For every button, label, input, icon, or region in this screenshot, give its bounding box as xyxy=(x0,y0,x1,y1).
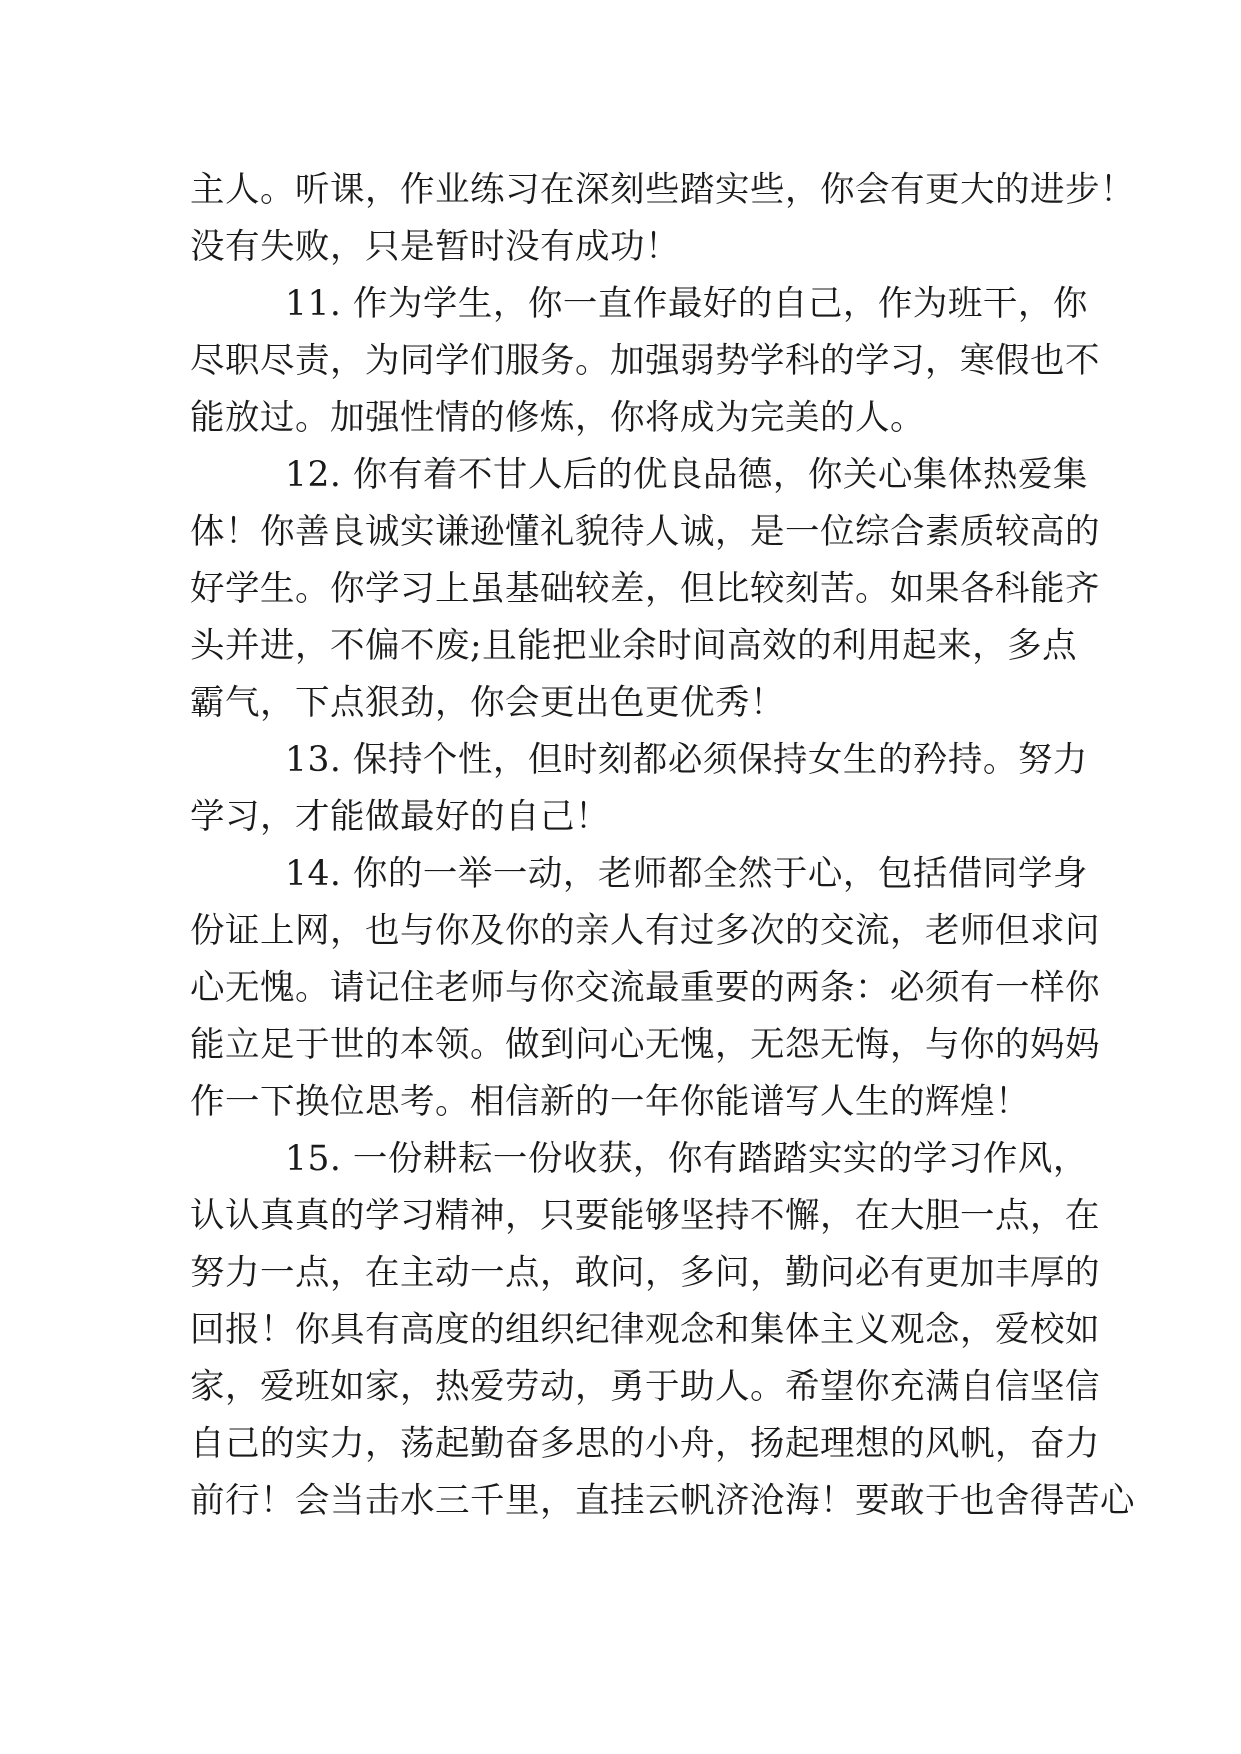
text-line: 头并进，不偏不废;且能把业余时间高效的利用起来，多点 xyxy=(190,626,1078,666)
paragraph-start-14: 14. 你的一举一动，老师都全然于心，包括借同学身 xyxy=(285,854,1088,894)
text-line: 份证上网，也与你及你的亲人有过多次的交流，老师但求问 xyxy=(190,911,1100,951)
paragraph-start-11: 11. 作为学生，你一直作最好的自己，作为班干，你 xyxy=(285,284,1088,324)
text-line: 霸气，下点狠劲，你会更出色更优秀！ xyxy=(190,683,785,723)
text-line: 没有失败，只是暂时没有成功！ xyxy=(190,227,680,267)
text-line: 前行！会当击水三千里，直挂云帆济沧海！要敢于也舍得苦心 xyxy=(190,1481,1135,1521)
paragraph-start-12: 12. 你有着不甘人后的优良品德，你关心集体热爱集 xyxy=(285,455,1088,495)
text-line: 好学生。你学习上虽基础较差，但比较刻苦。如果各科能齐 xyxy=(190,569,1100,609)
body-text xyxy=(190,162,1135,1530)
text-line: 学习，才能做最好的自己！ xyxy=(190,797,610,837)
text-line: 尽职尽责，为同学们服务。加强弱势学科的学习，寒假也不 xyxy=(190,341,1100,381)
text-line: 努力一点，在主动一点，敢问，多问，勤问必有更加丰厚的 xyxy=(190,1253,1100,1293)
text-line: 认认真真的学习精神，只要能够坚持不懈，在大胆一点，在 xyxy=(190,1196,1100,1236)
text-line: 自己的实力，荡起勤奋多思的小舟，扬起理想的风帆，奋力 xyxy=(190,1424,1100,1464)
text-line: 能放过。加强性情的修炼，你将成为完美的人。 xyxy=(190,398,925,438)
paragraph-start-13: 13. 保持个性，但时刻都必须保持女生的矜持。努力 xyxy=(285,740,1088,780)
text-line: 能立足于世的本领。做到问心无愧，无怨无悔，与你的妈妈 xyxy=(190,1025,1100,1065)
text-line: 体！你善良诚实谦逊懂礼貌待人诚，是一位综合素质较高的 xyxy=(190,512,1100,552)
text-line: 主人。听课，作业练习在深刻些踏实些，你会有更大的进步！ xyxy=(190,170,1135,210)
text-line: 作一下换位思考。相信新的一年你能谱写人生的辉煌！ xyxy=(190,1082,1030,1122)
text-line: 心无愧。请记住老师与你交流最重要的两条：必须有一样你 xyxy=(190,968,1100,1008)
text-line: 回报！你具有高度的组织纪律观念和集体主义观念，爱校如 xyxy=(190,1310,1100,1350)
paragraph-start-15: 15. 一份耕耘一份收获，你有踏踏实实的学习作风， xyxy=(285,1139,1088,1179)
text-line: 家，爱班如家，热爱劳动，勇于助人。希望你充满自信坚信 xyxy=(190,1367,1100,1407)
